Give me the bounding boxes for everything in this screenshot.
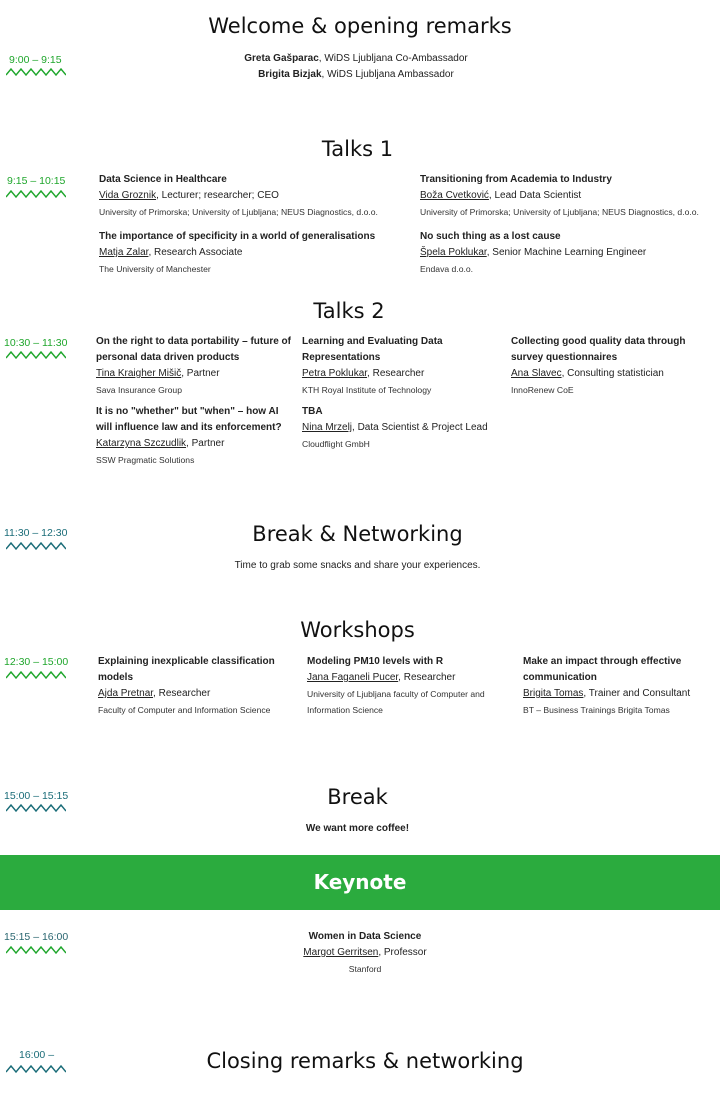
keynote-time: 15:15 – 16:00 (4, 931, 69, 943)
workshop-affiliation: University of Ljubljana faculty of Computer and (307, 689, 485, 699)
welcome-speaker-2: Brigita Bizjak, WiDS Ljubljana Ambassador (258, 69, 454, 80)
keynote-speaker: Margot Gerritsen, Professor (303, 947, 427, 958)
talk-title: survey questionnaires (511, 352, 618, 363)
talk-title: On the right to data portability – future of (96, 336, 291, 347)
talks2-time: 10:30 – 11:30 (4, 337, 68, 349)
break-networking-time: 11:30 – 12:30 (4, 527, 68, 539)
talk-item: Collecting good quality data through survey questionnaires Ana Slavec, Consulting statistician InnoRenew CoE (511, 334, 716, 398)
workshop-title: Explaining inexplicable classification (98, 656, 275, 667)
wave-divider (6, 350, 66, 360)
talk-title: Data Science in Healthcare (99, 174, 227, 185)
talk-item: It is no "whether" but "when" – how AI will influence law and its enforcement? Katarzyna Szczudlik, Partner SSW Pragmatic Solutions (96, 404, 301, 468)
talk-title: TBA (302, 406, 323, 417)
wave-divider (6, 945, 66, 955)
wave-divider (6, 541, 66, 551)
break-time: 15:00 – 15:15 (4, 790, 69, 802)
speaker-link[interactable]: Jana Faganeli Pucer (307, 672, 399, 683)
talk-affiliation: University of Primorska; University of Ljubljana; NEUS Diagnostics, d.o.o. (420, 207, 699, 217)
speaker-link[interactable]: Margot Gerritsen (303, 947, 379, 958)
speaker-link[interactable]: Boža Cvetković (420, 190, 489, 201)
talk-affiliation: Endava d.o.o. (420, 264, 474, 274)
workshop-affiliation: Information Science (307, 705, 383, 715)
workshop-title: Modeling PM10 levels with R (307, 656, 444, 667)
talk-affiliation: Sava Insurance Group (96, 385, 182, 395)
talk-affiliation: SSW Pragmatic Solutions (96, 455, 195, 465)
talk-item: On the right to data portability – future of personal data driven products Tina Kraigher Mišič, Partner Sava Insurance Group (96, 334, 301, 398)
talk-title: will influence law and its enforcement? (96, 422, 282, 433)
workshop-item: Explaining inexplicable classification models Ajda Pretnar, Researcher Faculty of Computer and Information Science (98, 654, 303, 718)
speaker-link[interactable]: Ana Slavec (511, 368, 562, 379)
closing-time: 16:00 – (19, 1049, 55, 1061)
keynote-banner (0, 855, 720, 910)
closing-title: Closing remarks & networking (206, 1049, 524, 1073)
keynote-banner-label: Keynote (313, 870, 407, 894)
break-networking-text: Time to grab some snacks and share your experiences. (234, 560, 481, 571)
talk-affiliation: University of Primorska; University of Ljubljana; NEUS Diagnostics, d.o.o. (99, 207, 378, 217)
speaker-link[interactable]: Tina Kraigher Mišič (96, 368, 182, 379)
talk-item: TBA Nina Mrzelj, Data Scientist & Project Lead Cloudflight GmbH (302, 404, 507, 452)
talk-title: The importance of specificity in a world of generalisations (99, 231, 376, 242)
workshop-item: Make an impact through effective communication Brigita Tomas, Trainer and Consultant BT – Business Trainings Brigita Tomas (523, 654, 718, 718)
welcome-speaker-1: Greta Gašparac, WiDS Ljubljana Co-Ambassador (244, 53, 468, 64)
talk-title: Learning and Evaluating Data (302, 336, 443, 347)
talk-title: Collecting good quality data through (511, 336, 686, 347)
keynote-affiliation: Stanford (348, 964, 382, 974)
break-networking-title: Break & Networking (252, 522, 463, 546)
talk-title: Transitioning from Academia to Industry (420, 174, 612, 185)
speaker-link[interactable]: Vida Groznik (99, 190, 157, 201)
speaker-link[interactable]: Nina Mrzelj (302, 422, 353, 433)
talks1-title: Talks 1 (321, 137, 394, 161)
break-title: Break (327, 785, 388, 809)
welcome-time: 9:00 – 9:15 (9, 54, 62, 66)
talk-title: It is no "whether" but "when" – how AI (96, 406, 279, 417)
wave-divider (6, 803, 66, 813)
workshop-title: Make an impact through effective (523, 656, 682, 667)
talk-affiliation: The University of Manchester (99, 264, 211, 274)
talk-item: Learning and Evaluating Data Representations Petra Poklukar, Researcher KTH Royal Institute of Technology (302, 334, 507, 398)
speaker-link[interactable]: Špela Poklukar (420, 247, 487, 258)
wave-divider (6, 67, 66, 77)
speaker-link[interactable]: Katarzyna Szczudlik (96, 438, 187, 449)
workshop-affiliation: Faculty of Computer and Information Science (98, 705, 271, 715)
workshop-item: Modeling PM10 levels with R Jana Faganeli Pucer, Researcher University of Ljubljana faculty of Computer and Information Science (307, 654, 517, 718)
talk-affiliation: KTH Royal Institute of Technology (302, 385, 432, 395)
workshop-affiliation: BT – Business Trainings Brigita Tomas (523, 705, 670, 715)
break-text: We want more coffee! (305, 823, 410, 834)
workshops-title: Workshops (300, 618, 415, 642)
speaker-link[interactable]: Matja Zalar (99, 247, 149, 258)
talk-title: Representations (302, 352, 381, 363)
talks1-time: 9:15 – 10:15 (7, 175, 66, 187)
speaker-link[interactable]: Brigita Tomas (523, 688, 584, 699)
talk-title: personal data driven products (96, 352, 240, 363)
talk-affiliation: InnoRenew CoE (511, 385, 574, 395)
talk-item: The importance of specificity in a world of generalisations Matja Zalar, Research Associate The University of Manchester (99, 229, 409, 277)
speaker-link[interactable]: Petra Poklukar (302, 368, 368, 379)
workshops-time: 12:30 – 15:00 (4, 656, 69, 668)
talk-item: Transitioning from Academia to Industry Boža Cvetković, Lead Data Scientist University of Primorska; University of Ljubljana; NEUS Diagnostics, d.o.o. (420, 172, 720, 220)
workshop-title: models (98, 672, 134, 683)
workshop-title: communication (523, 672, 597, 683)
talk-affiliation: Cloudflight GmbH (302, 439, 370, 449)
talks2-title: Talks 2 (313, 299, 385, 323)
speaker-link[interactable]: Ajda Pretnar (98, 688, 154, 699)
talk-item: No such thing as a lost cause Špela Poklukar, Senior Machine Learning Engineer Endava d.o.o. (420, 229, 720, 277)
welcome-title: Welcome & opening remarks (208, 14, 512, 38)
talk-item: Data Science in Healthcare Vida Groznik, Lecturer; researcher; CEO University of Primorska; University of Ljubljana; NEUS Diagnostics, d.o.o. (99, 172, 409, 220)
keynote-title: Women in Data Science (308, 931, 422, 942)
wave-divider (6, 670, 66, 680)
talk-title: No such thing as a lost cause (420, 231, 561, 242)
wave-divider (6, 189, 66, 199)
